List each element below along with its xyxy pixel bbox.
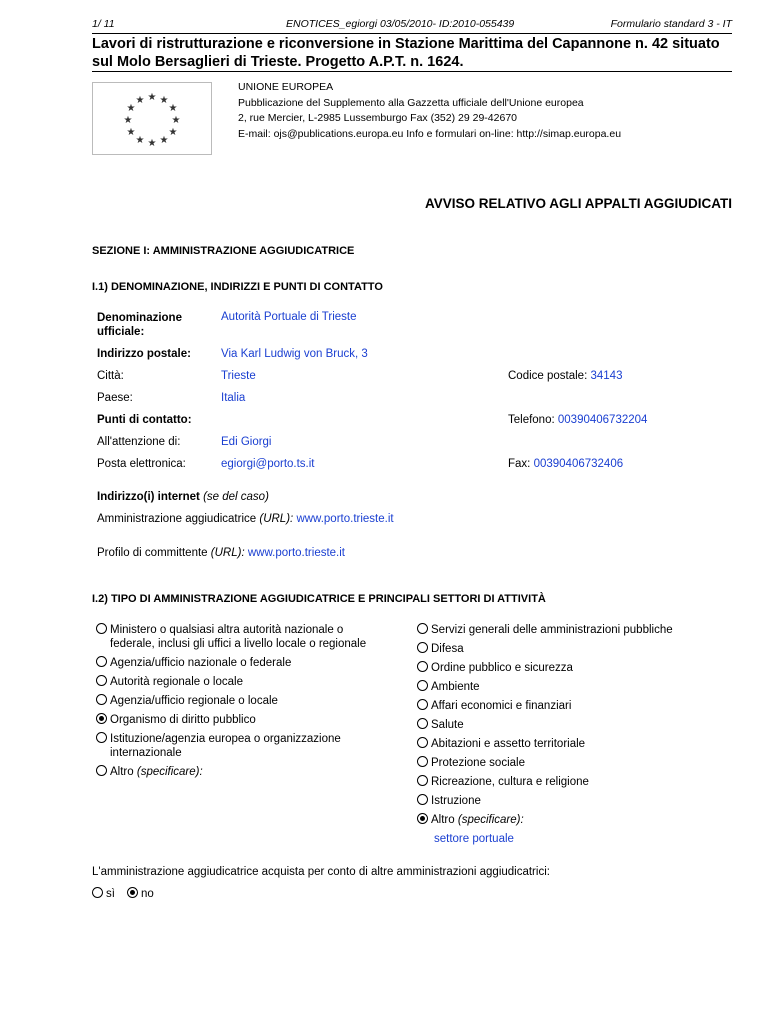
- radio-housing[interactable]: [417, 737, 428, 748]
- eu-contact: E-mail: ojs@publications.europa.eu Info e formulari on-line: http://simap.europa.eu: [238, 127, 622, 140]
- svg-text:★: ★: [159, 95, 169, 106]
- option-recreation[interactable]: Ricreazione, cultura e religione: [417, 775, 589, 789]
- option-housing[interactable]: Abitazioni e assetto territoriale: [417, 737, 585, 751]
- header-rule: [92, 33, 732, 34]
- denomination-value: Autorità Portuale di Trieste: [221, 311, 357, 323]
- option-other-left[interactable]: Altro (specificare):: [96, 765, 203, 779]
- fax-value: 00390406732406: [533, 458, 624, 470]
- section-1-2-heading: I.2) TIPO DI AMMINISTRAZIONE AGGIUDICATRICE E PRINCIPALI SETTORI DI ATTIVITÀ: [92, 593, 546, 605]
- section-1-1-heading: I.1) DENOMINAZIONE, INDIRIZZI E PUNTI DI CONTATTO: [92, 281, 383, 293]
- svg-text:★: ★: [126, 127, 136, 138]
- radio-no-selected[interactable]: [127, 887, 138, 898]
- svg-text:★: ★: [126, 103, 136, 114]
- svg-text:★: ★: [147, 92, 157, 103]
- internet-label: Indirizzo(i) internet: [97, 491, 200, 503]
- option-eu-institution[interactable]: Istituzione/agenzia europea o organizzazione internazionale: [96, 732, 341, 760]
- option-yes[interactable]: sì: [92, 887, 115, 901]
- radio-national-agency[interactable]: [96, 656, 107, 667]
- option-social-protection[interactable]: Protezione sociale: [417, 756, 525, 770]
- attention-value: Edi Giorgi: [221, 436, 272, 448]
- city-label: Città:: [97, 370, 124, 382]
- radio-recreation[interactable]: [417, 775, 428, 786]
- other-sector-value: settore portuale: [434, 833, 514, 845]
- option-health[interactable]: Salute: [417, 718, 464, 732]
- city-value: Trieste: [221, 370, 256, 382]
- buyer-profile-link[interactable]: www.porto.trieste.it: [247, 547, 346, 559]
- option-public-body[interactable]: Organismo di diritto pubblico: [96, 713, 256, 727]
- title-rule: [92, 71, 732, 72]
- radio-environment[interactable]: [417, 680, 428, 691]
- eu-address: 2, rue Mercier, L-2985 Lussemburgo Fax (352) 29 29-42670: [238, 112, 517, 124]
- denomination-label: Denominazione ufficiale:: [97, 312, 182, 338]
- option-public-order[interactable]: Ordine pubblico e sicurezza: [417, 661, 573, 675]
- attention-label: All'attenzione di:: [97, 436, 181, 448]
- postal-code-label: Codice postale:: [508, 370, 588, 382]
- internet-note: (se del caso): [203, 491, 269, 503]
- radio-social-protection[interactable]: [417, 756, 428, 767]
- admin-url-suffix: (URL):: [259, 513, 294, 525]
- contact-points-label: Punti di contatto:: [97, 414, 192, 426]
- eu-name: UNIONE EUROPEA: [238, 81, 334, 93]
- eu-flag-logo: [92, 82, 212, 155]
- country-label: Paese:: [97, 392, 133, 404]
- fax-label: Fax:: [508, 458, 531, 470]
- postal-code-value: 34143: [590, 370, 623, 382]
- radio-regional-agency[interactable]: [96, 694, 107, 705]
- radio-other-left[interactable]: [96, 765, 107, 776]
- radio-health[interactable]: [417, 718, 428, 729]
- option-national-agency[interactable]: Agenzia/ufficio nazionale o federale: [96, 656, 291, 670]
- radio-general-services[interactable]: [417, 623, 428, 634]
- radio-ministry[interactable]: [96, 623, 107, 634]
- buyer-profile-suffix: (URL):: [210, 547, 245, 559]
- admin-url-line: [97, 513, 394, 525]
- option-regional-agency[interactable]: Agenzia/ufficio regionale o locale: [96, 694, 278, 708]
- email-label: Posta elettronica:: [97, 458, 186, 470]
- option-education[interactable]: Istruzione: [417, 794, 481, 808]
- form-name: Formulario standard 3 - IT: [610, 18, 732, 30]
- admin-url-link[interactable]: www.porto.trieste.it: [296, 513, 394, 525]
- radio-education[interactable]: [417, 794, 428, 805]
- page-number: 1/ 11: [92, 18, 115, 30]
- svg-text:★: ★: [171, 115, 181, 126]
- svg-text:★: ★: [135, 135, 145, 146]
- option-regional-authority[interactable]: Autorità regionale o locale: [96, 675, 243, 689]
- svg-text:★: ★: [159, 135, 169, 146]
- telephone-label: Telefono:: [508, 414, 555, 426]
- svg-text:★: ★: [147, 138, 157, 149]
- purchase-question: L'amministrazione aggiudicatrice acquista per conto di altre amministrazioni aggiudicatrici:: [92, 866, 550, 878]
- buyer-profile-line: [97, 547, 345, 559]
- svg-text:★: ★: [168, 103, 178, 114]
- eu-publication: Pubblicazione del Supplemento alla Gazzetta ufficiale dell'Unione europea: [238, 96, 584, 109]
- telephone-value: 00390406732204: [557, 414, 648, 426]
- option-environment[interactable]: Ambiente: [417, 680, 480, 694]
- radio-economic-affairs[interactable]: [417, 699, 428, 710]
- option-economic-affairs[interactable]: Affari economici e finanziari: [417, 699, 571, 713]
- notice-id: ENOTICES_egiorgi 03/05/2010- ID:2010-055439: [286, 18, 515, 30]
- radio-defence[interactable]: [417, 642, 428, 653]
- svg-text:★: ★: [168, 127, 178, 138]
- option-general-services[interactable]: Servizi generali delle amministrazioni pubbliche: [417, 623, 673, 637]
- option-no[interactable]: no: [127, 887, 154, 901]
- country-value: Italia: [221, 392, 246, 404]
- option-defence[interactable]: Difesa: [417, 642, 464, 656]
- section-1-heading: SEZIONE I: AMMINISTRAZIONE AGGIUDICATRICE: [92, 245, 355, 257]
- postal-address-value: Via Karl Ludwig von Bruck, 3: [221, 348, 368, 360]
- telephone: [508, 414, 647, 426]
- radio-yes[interactable]: [92, 887, 103, 898]
- notice-type-title: AVVISO RELATIVO AGLI APPALTI AGGIUDICATI: [425, 196, 732, 211]
- svg-text:★: ★: [123, 115, 133, 126]
- radio-public-body-selected[interactable]: [96, 713, 107, 724]
- radio-eu-institution[interactable]: [96, 732, 107, 743]
- buyer-profile-label: Profilo di committente: [97, 547, 208, 559]
- admin-url-label: Amministrazione aggiudicatrice: [97, 513, 257, 525]
- svg-text:★: ★: [135, 95, 145, 106]
- postal-code: [508, 370, 622, 382]
- email-value[interactable]: egiorgi@porto.ts.it: [221, 458, 315, 470]
- postal-address-label: Indirizzo postale:: [97, 348, 191, 360]
- document-title: Lavori di ristrutturazione e riconversione in Stazione Marittima del Capannone n. 42 situato sul Molo Bersaglieri di Trieste. Progetto A.P.T. n. 1624.: [92, 36, 720, 70]
- internet-address: [97, 491, 269, 503]
- eu-publication-info: [238, 80, 621, 142]
- option-ministry[interactable]: Ministero o qualsiasi altra autorità nazionale o federale, inclusi gli uffici a livello locale o regionale: [96, 623, 366, 651]
- eu-stars-icon: [93, 83, 211, 154]
- radio-regional-authority[interactable]: [96, 675, 107, 686]
- fax: [508, 458, 623, 470]
- page-header: [92, 18, 732, 32]
- radio-public-order[interactable]: [417, 661, 428, 672]
- radio-other-right-selected[interactable]: [417, 813, 428, 824]
- option-other-right[interactable]: Altro (specificare):: [417, 813, 524, 827]
